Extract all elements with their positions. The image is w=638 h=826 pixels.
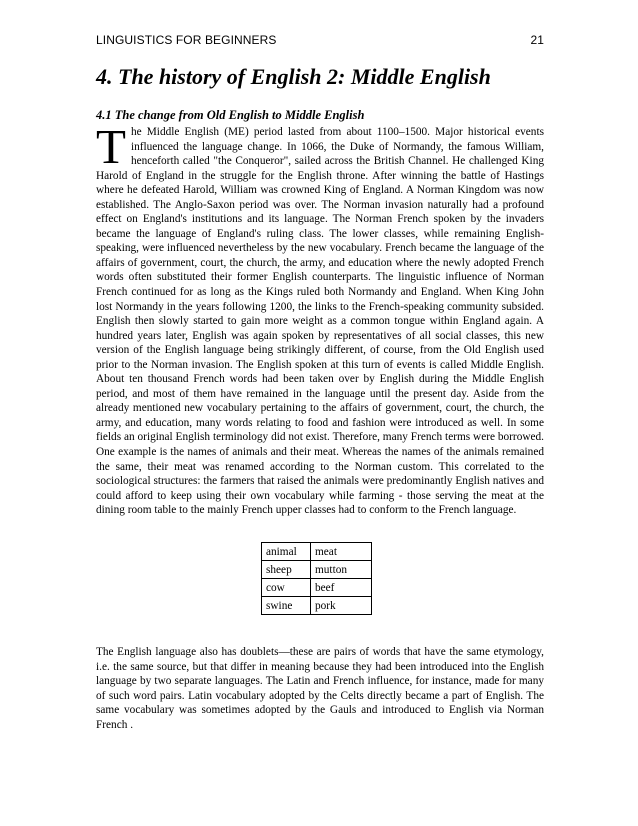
table-row (262, 597, 372, 615)
table-cell: meat (311, 543, 372, 561)
table-row (262, 543, 372, 561)
chapter-title: 4. The history of English 2: Middle English (96, 64, 491, 89)
running-title: LINGUISTICS FOR BEGINNERS (96, 33, 277, 47)
page-number: 21 (530, 33, 544, 47)
table-cell: beef (311, 579, 372, 597)
paragraph-1-text: he Middle English (ME) period lasted from about 1100–1500. Major historical events influenced the language change. In 1066, the Duke of Normandy, the famous William, henceforth called "the Conqueror", sailed across the British Channel. He challenged King Harold of England in the struggle for the English throne. After winning the battle of Hastings where he defeated Harold, William was crowned King of England. A Norman Kingdom was now established. The Anglo-Saxon period was over. The Norman invasion naturally had a profound effect on England's institutions and its language. The Norman French spoken by the invaders became the language of England's ruling class. The lower classes, while remaining English-speaking, were influenced nevertheless by the new vocabulary. French became the language of the affairs of government, court, the church, the army, and education where the newly adopted French words often substituted their former English counterparts. The linguistic influence of Norman French continued for as long as the Kings ruled both Normandy and England. When King John lost Normandy in the years following 1200, the links to the French-speaking community subsided. English then slowly started to gain more weight as a common tongue within England again. A hundred years later, English was again spoken by representatives of all social classes, this new version of the English language being strikingly different, of course, from the Old English used prior to the Norman invasion. The English spoken at this turn of events is called Middle English. About ten thousand French words had been taken over by English during the Middle English period, and most of them have remained in the language until the present day. Aside from the already mentioned new vocabulary pertaining to the affairs of government, court, the church, the army, and education, many words relating to food and fashion were introduced as well. In some fields an original English terminology did not exist. Therefore, many French terms were borrowed. One example is the names of animals and their meat. Whereas the names of the animals remained the same, their meat was renamed according to the Norman custom. This correlated to the sociological structures: the farmers that raised the animals were predominantly English natives and could afford to keep using their own vocabulary while farming - those serving the meat at the dining room table to the mainly French upper classes had to conform to the French language. (96, 126, 544, 517)
body-paragraph-2: The English language also has doublets—these are pairs of words that have the same etymology, i.e. the same source, but that differ in meaning because they had been introduced into the English language by two separate languages. The Latin and French influence, for instance, made for many of such word pairs. Latin vocabulary adopted by the Celts directly became a part of English. The same vocabulary was sometimes adopted by the Gauls and introduced to English via Norman French . (96, 646, 544, 731)
table-cell: swine (262, 597, 311, 615)
table-cell: pork (311, 597, 372, 615)
table-cell: sheep (262, 561, 311, 579)
body-paragraph-1 (96, 119, 544, 518)
table-row (262, 561, 372, 579)
table-cell: animal (262, 543, 311, 561)
drop-cap: T (96, 119, 126, 174)
animal-meat-table (261, 542, 372, 615)
table-row (262, 579, 372, 597)
running-header (96, 33, 544, 47)
table-cell: mutton (311, 561, 372, 579)
section-title: 4.1 The change from Old English to Middle English (96, 108, 365, 122)
table-cell: cow (262, 579, 311, 597)
